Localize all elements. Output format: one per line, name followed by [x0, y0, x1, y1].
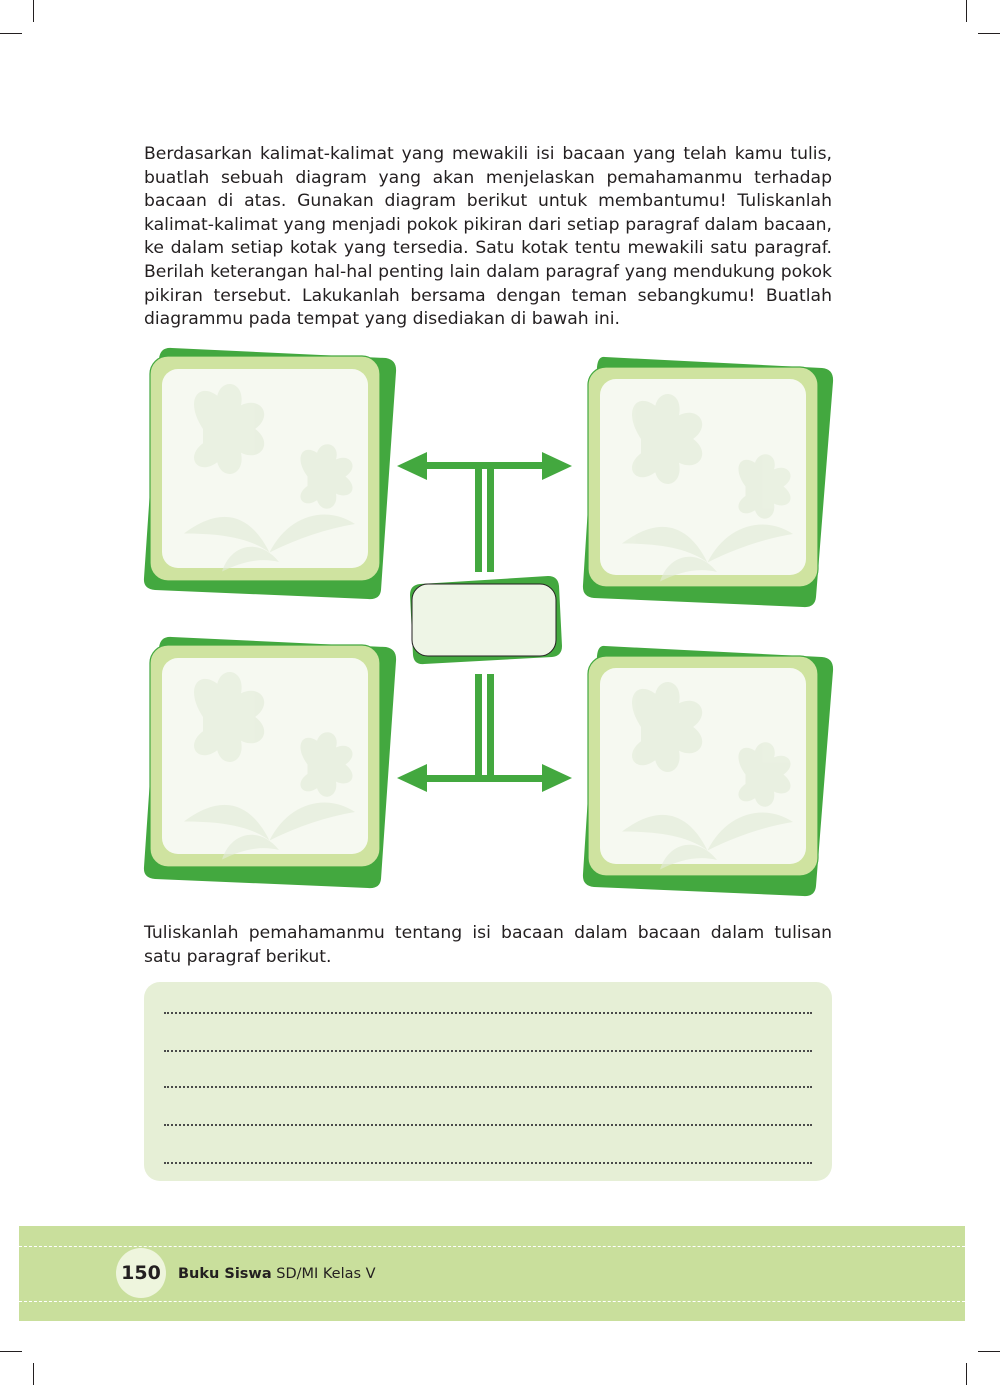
- answer-line[interactable]: [164, 1124, 812, 1126]
- paragraph-box-top-left[interactable]: [144, 348, 396, 599]
- book-title-rest: SD/MI Kelas V: [271, 1266, 376, 1282]
- top-connector-arrows: [397, 452, 572, 572]
- instruction-text: Tuliskanlah pemahamanmu tentang isi bacaan dalam bacaan dalam tulisan satu paragraf berikut.: [144, 923, 832, 967]
- crop-mark: [33, 0, 34, 22]
- answer-line[interactable]: [164, 1086, 812, 1088]
- footer-dashed-line: [19, 1246, 965, 1247]
- answer-line[interactable]: [164, 1162, 812, 1164]
- answer-line[interactable]: [164, 1050, 812, 1052]
- crop-mark: [966, 1363, 967, 1385]
- crop-mark: [966, 0, 967, 22]
- crop-mark: [978, 1351, 1000, 1352]
- answer-line[interactable]: [164, 1012, 812, 1014]
- crop-mark: [0, 33, 22, 34]
- central-idea-box[interactable]: [410, 576, 562, 664]
- crop-mark: [33, 1363, 34, 1385]
- intro-paragraph: Berdasarkan kalimat-kalimat yang mewakili isi bacaan yang telah kamu tulis, buatlah sebuah diagram yang akan menjelaskan pemahamanmu terhadap bacaan di atas. Gunakan diagram berikut untuk membantumu! Tuliskanlah kalimat-kalimat yang menjadi pokok pikiran dari setiap paragraf dalam bacaan, ke dalam setiap kotak yang tersedia. Satu kotak tentu mewakili satu paragraf. Berilah keterangan hal-hal penting lain dalam paragraf yang mendukung pokok pikiran tersebut. Lakukanlah bersama dengan teman sebangkumu! Buatlah diagrammu pada tempat yang disediakan di bawah ini.: [144, 144, 832, 330]
- page-footer: [19, 1226, 965, 1321]
- bottom-connector-arrows: [397, 674, 572, 792]
- crop-mark: [0, 1351, 22, 1352]
- book-title-bold: Buku Siswa: [178, 1266, 272, 1282]
- book-title: [178, 1266, 376, 1282]
- paragraph-box-bottom-right[interactable]: [583, 646, 833, 896]
- paragraph-box-top-right[interactable]: [583, 357, 833, 607]
- answer-area[interactable]: [144, 982, 832, 1181]
- crop-mark: [978, 33, 1000, 34]
- paragraph-box-bottom-left[interactable]: [144, 637, 396, 888]
- page-number: 150: [116, 1248, 166, 1298]
- footer-dashed-line: [19, 1301, 965, 1302]
